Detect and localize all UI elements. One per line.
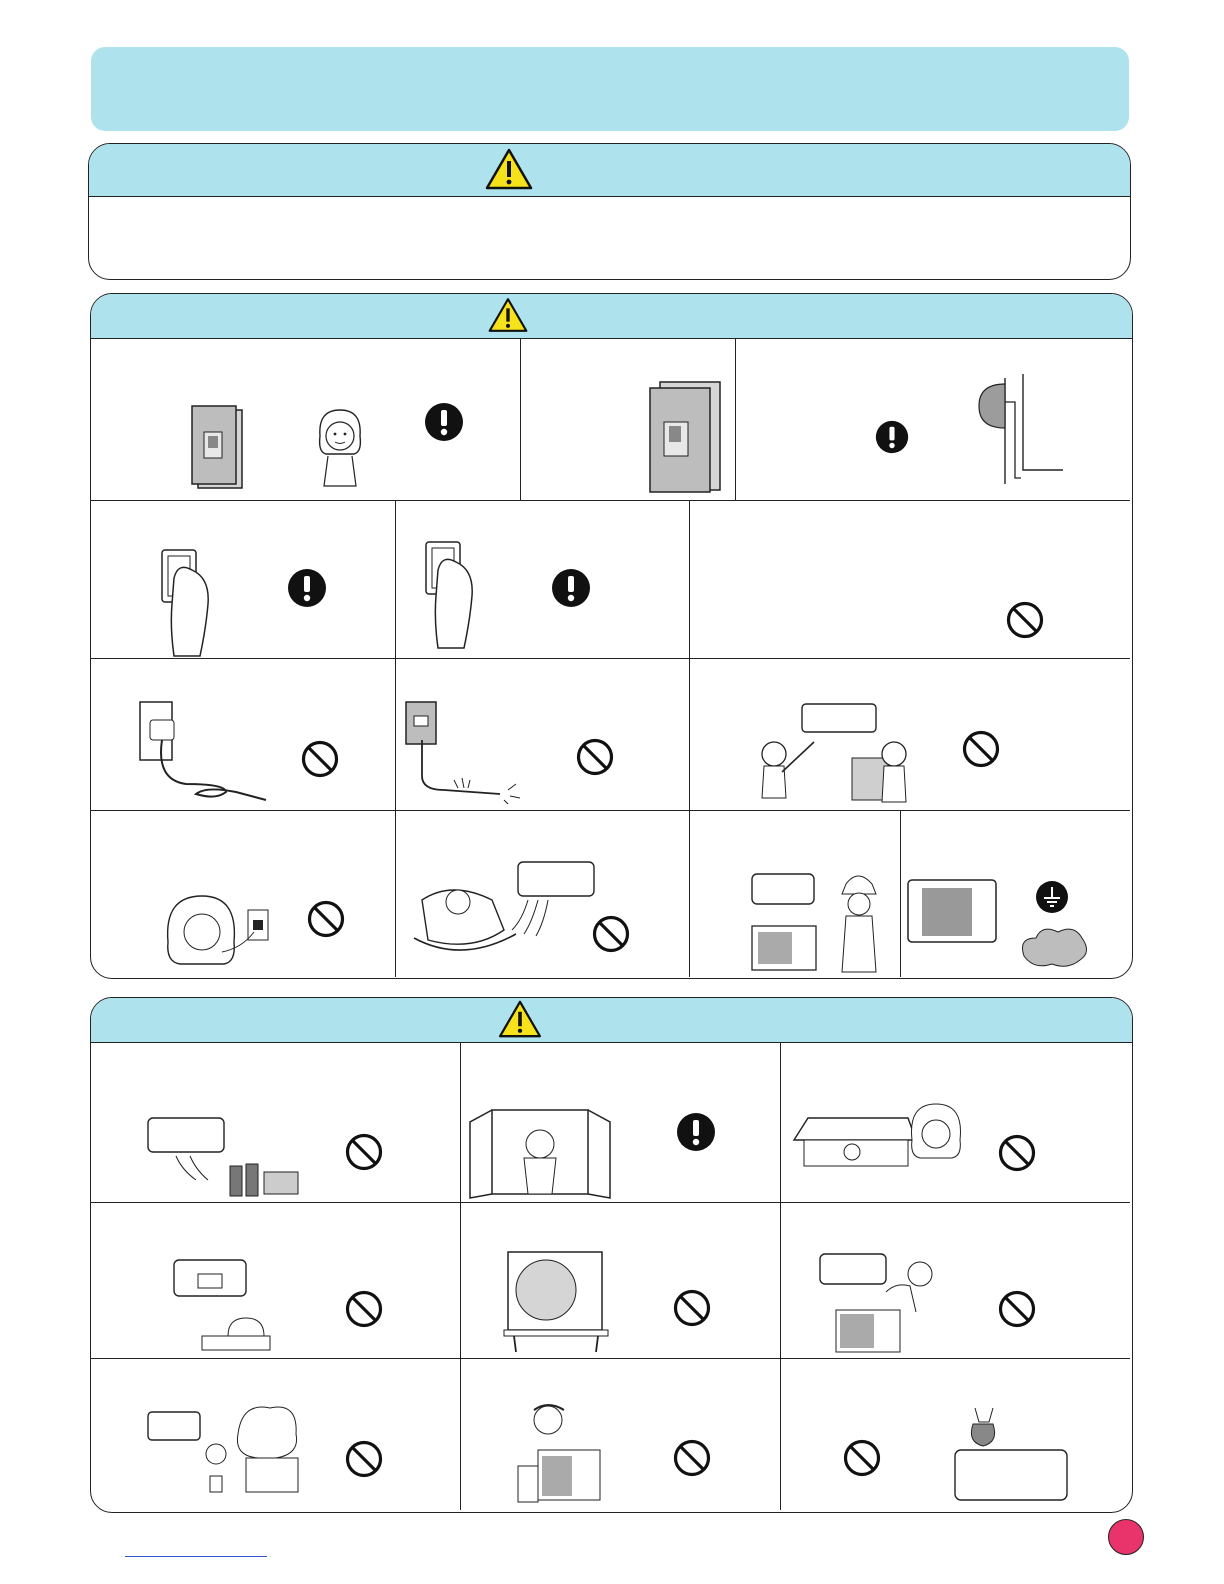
mandatory-exclamation-icon [551,568,591,608]
girl-with-plug-illustration [310,406,370,488]
grid-line [91,810,1130,811]
grid-line [689,500,690,977]
prohibited-icon [345,1440,383,1478]
title-bar [91,47,1129,131]
caution-panel-header [91,998,1132,1043]
breaker-switch-illustration [648,382,722,494]
child-at-window-illustration [468,1108,612,1200]
grid-line [91,1358,1130,1359]
prohibited-icon [673,1439,711,1477]
person-near-outdoor-unit-illustration [750,864,890,974]
mandatory-exclamation-icon [875,420,909,454]
mandatory-exclamation-icon [287,568,327,608]
mandatory-exclamation-icon [424,402,464,442]
vase-on-unit-illustration [953,1402,1069,1502]
grid-line [395,500,396,977]
prohibited-icon [673,1289,711,1327]
damaged-cord-illustration [404,700,530,804]
children-poking-unit-illustration [752,702,912,810]
prohibited-icon [345,1290,383,1328]
damaged-stand-unit-illustration [502,1248,610,1354]
outdoor-unit-smoke-illustration [906,876,1090,972]
breaker-switch-illustration [190,406,246,490]
prohibited-icon [345,1133,383,1171]
prohibited-icon [576,738,614,776]
prohibited-icon [998,1134,1036,1172]
mandatory-exclamation-icon [676,1112,716,1152]
warning-panel-header [91,294,1132,339]
child-climbing-unit-illustration [512,1400,602,1504]
hand-on-outlet-illustration [160,548,222,656]
grid-line [780,1042,781,1510]
unit-above-stove-illustration [170,1252,270,1356]
notice-panel [88,143,1131,280]
hand-on-outlet-illustration [424,540,486,648]
warning-triangle-icon [488,297,528,333]
grid-line [91,1202,1130,1203]
notice-panel-header [89,144,1130,197]
grid-line [91,500,1130,501]
grid-line [460,1042,461,1510]
prohibited-icon [592,915,630,953]
coiled-cord-illustration [136,700,268,804]
prohibited-icon [998,1290,1036,1328]
unit-with-plants-illustration [146,1398,302,1496]
grid-line [900,810,901,977]
prohibited-icon [1006,601,1044,639]
girl-near-outlet-illustration [162,892,274,976]
warning-triangle-icon [485,148,533,190]
prohibited-icon [843,1439,881,1477]
prohibited-icon [301,740,339,778]
spraying-water-illustration [816,1252,948,1354]
ground-wire-illustration [975,374,1065,484]
grid-line [520,338,521,500]
warning-triangle-icon [498,1000,542,1038]
baby-cradle-illustration [412,860,596,960]
prohibited-icon [962,730,1000,768]
indoor-unit-with-bottles-illustration [146,1110,306,1198]
grid-line [735,338,736,500]
footer-link-underline[interactable] [125,1556,267,1557]
grid-line [91,658,1130,659]
girl-touching-unit-illustration [792,1100,976,1196]
page-marker [1108,1519,1144,1555]
prohibited-icon [307,900,345,938]
